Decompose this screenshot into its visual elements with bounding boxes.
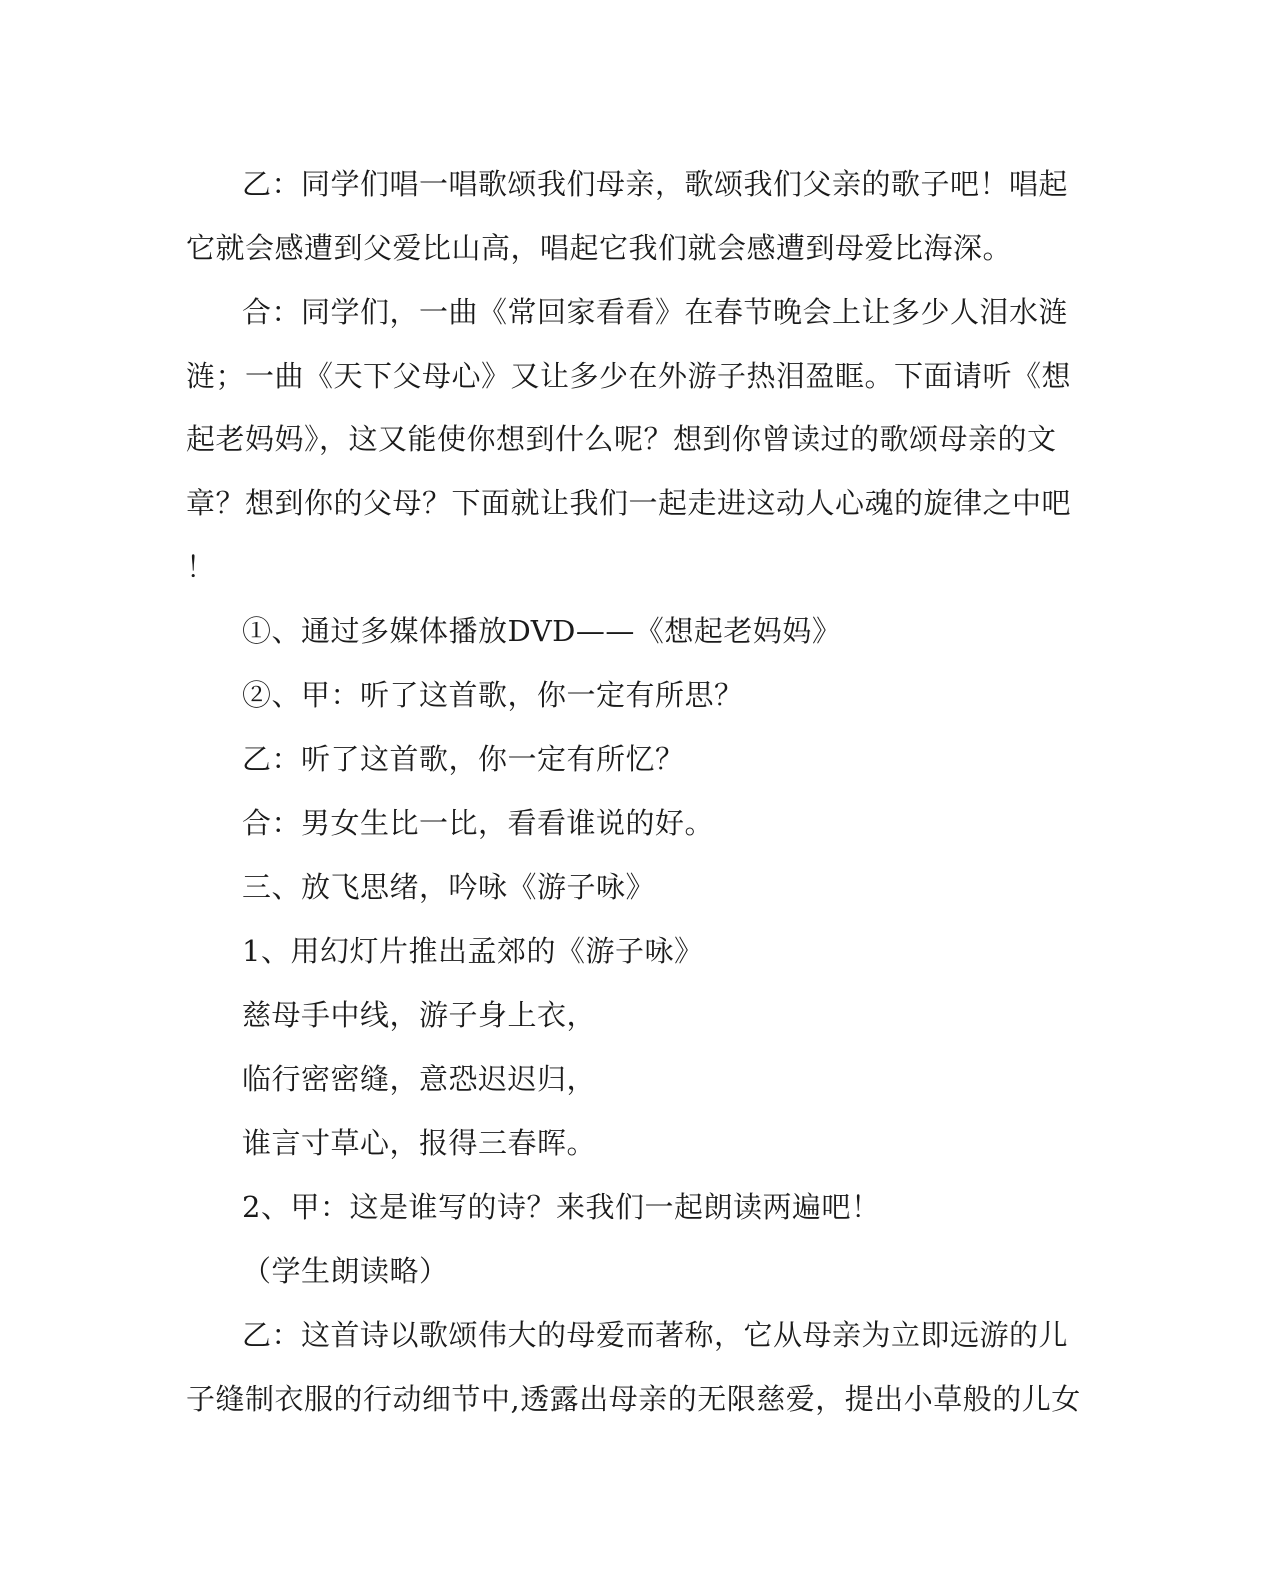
- text-line: 乙：这首诗以歌颂伟大的母爱而著称，它从母亲为立即远游的儿: [242, 1318, 1069, 1352]
- section-heading: 三、放飞思绪，吟咏《游子咏》: [242, 870, 656, 904]
- text-line: 乙：听了这首歌，你一定有所忆？: [242, 742, 685, 776]
- text-line: 2、甲：这是谁写的诗？来我们一起朗读两遍吧！: [242, 1190, 881, 1224]
- text-line: 合：同学们，一曲《常回家看看》在春节晚会上让多少人泪水涟: [242, 295, 1069, 329]
- text-line: 乙：同学们唱一唱歌颂我们母亲，歌颂我们父亲的歌子吧！唱起: [242, 167, 1069, 201]
- text-line: ！: [186, 550, 216, 584]
- text-line: 它就会感遭到父爱比山高，唱起它我们就会感遭到母爱比海深。: [186, 231, 1013, 265]
- text-line: 子缝制衣服的行动细节中,透露出母亲的无限慈爱，提出小草般的儿女: [186, 1382, 1081, 1416]
- text-line: 起老妈妈》，这又能使你想到什么呢？想到你曾读过的歌颂母亲的文: [186, 422, 1057, 456]
- poem-line: 谁言寸草心，报得三春晖。: [242, 1126, 597, 1160]
- poem-line: 临行密密缝，意恐迟迟归，: [242, 1062, 597, 1096]
- text-line: （学生朗读略）: [242, 1254, 449, 1288]
- text-line: 合：男女生比一比，看看谁说的好。: [242, 806, 715, 840]
- text-line: 章？想到你的父母？下面就让我们一起走进这动人心魂的旋律之中吧: [186, 486, 1072, 520]
- poem-line: 慈母手中线，游子身上衣，: [242, 998, 597, 1032]
- text-line: ②、甲：听了这首歌，你一定有所思？: [242, 678, 744, 712]
- text-line: ①、通过多媒体播放DVD——《想起老妈妈》: [242, 614, 842, 648]
- text-line: 1、用幻灯片推出孟郊的《游子咏》: [242, 934, 704, 968]
- text-line: 涟；一曲《天下父母心》又让多少在外游子热泪盈眶。下面请听《想: [186, 359, 1072, 393]
